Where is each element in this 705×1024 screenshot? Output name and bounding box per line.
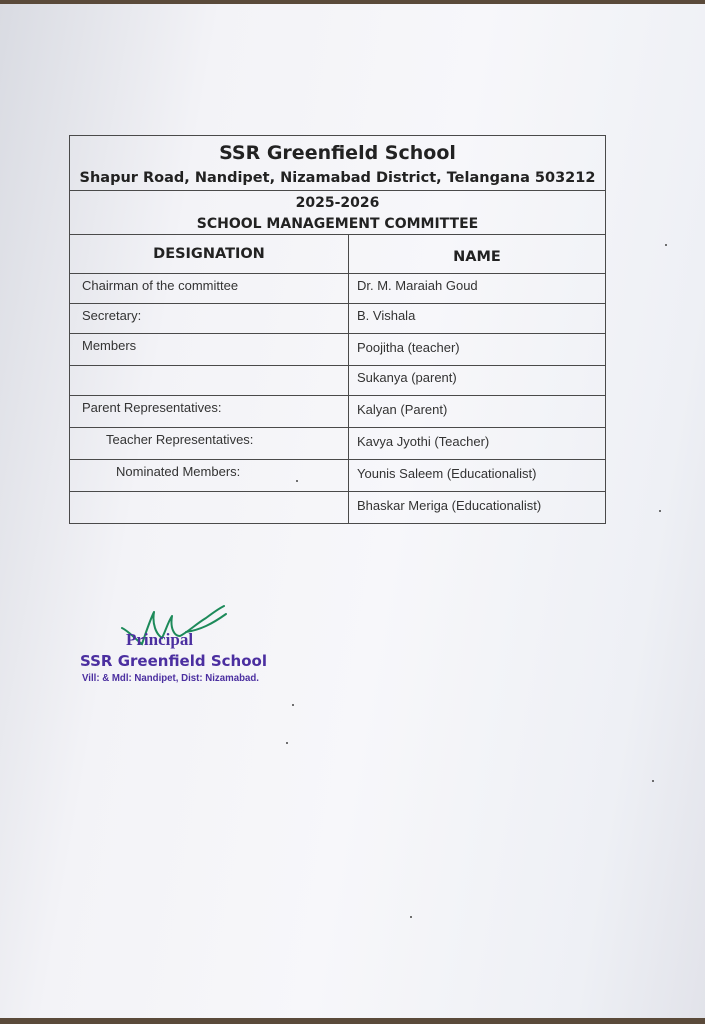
name-cell: Dr. M. Maraiah Goud bbox=[349, 274, 606, 304]
table-row bbox=[70, 428, 605, 460]
designation-cell: Teacher Representatives: bbox=[70, 428, 349, 460]
table-row bbox=[70, 366, 605, 396]
document-page bbox=[0, 4, 705, 1018]
paper-speck bbox=[410, 916, 412, 918]
paper-speck bbox=[659, 510, 661, 512]
name-cell: Sukanya (parent) bbox=[349, 366, 606, 396]
committee-title: SCHOOL MANAGEMENT COMMITTEE bbox=[70, 214, 605, 235]
paper-speck bbox=[665, 244, 667, 246]
name-cell: Kalyan (Parent) bbox=[349, 396, 606, 428]
principal-stamp bbox=[76, 602, 296, 702]
table-row bbox=[70, 460, 605, 492]
designation-cell bbox=[70, 366, 349, 396]
designation-cell: Secretary: bbox=[70, 304, 349, 334]
name-cell: Younis Saleem (Educationalist) bbox=[349, 460, 606, 492]
committee-table bbox=[70, 235, 605, 523]
table-header-row bbox=[70, 235, 605, 274]
name-cell: B. Vishala bbox=[349, 304, 606, 334]
designation-cell: Nominated Members: bbox=[70, 460, 349, 492]
table-row bbox=[70, 304, 605, 334]
paper-speck bbox=[286, 742, 288, 744]
table-row bbox=[70, 274, 605, 304]
name-cell: Bhaskar Meriga (Educationalist) bbox=[349, 492, 606, 524]
designation-cell: Members bbox=[70, 334, 349, 366]
academic-year: 2025-2026 bbox=[295, 195, 380, 211]
school-name: SSR Greenfield School bbox=[219, 142, 456, 164]
table-row bbox=[70, 334, 605, 366]
name-cell: Kavya Jyothi (Teacher) bbox=[349, 428, 606, 460]
designation-cell bbox=[70, 492, 349, 524]
designation-cell: Chairman of the committee bbox=[70, 274, 349, 304]
name-cell: Poojitha (teacher) bbox=[349, 334, 606, 366]
stamp-title: Principal bbox=[126, 630, 194, 649]
paper-speck bbox=[652, 780, 654, 782]
table-row bbox=[70, 396, 605, 428]
school-address: Shapur Road, Nandipet, Nizamabad District, Telangana 503212 bbox=[70, 166, 605, 191]
table-row bbox=[70, 492, 605, 524]
paper-speck bbox=[296, 480, 298, 482]
paper-speck bbox=[292, 704, 294, 706]
designation-cell: Parent Representatives: bbox=[70, 396, 349, 428]
stamp-address: Vill: & Mdl: Nandipet, Dist: Nizamabad. bbox=[82, 672, 259, 684]
committee-table-frame bbox=[69, 135, 606, 524]
stamp-school-name: SSR Greenfield School bbox=[80, 652, 267, 670]
column-header-designation: DESIGNATION bbox=[70, 235, 349, 274]
column-header-name: NAME bbox=[349, 235, 606, 274]
